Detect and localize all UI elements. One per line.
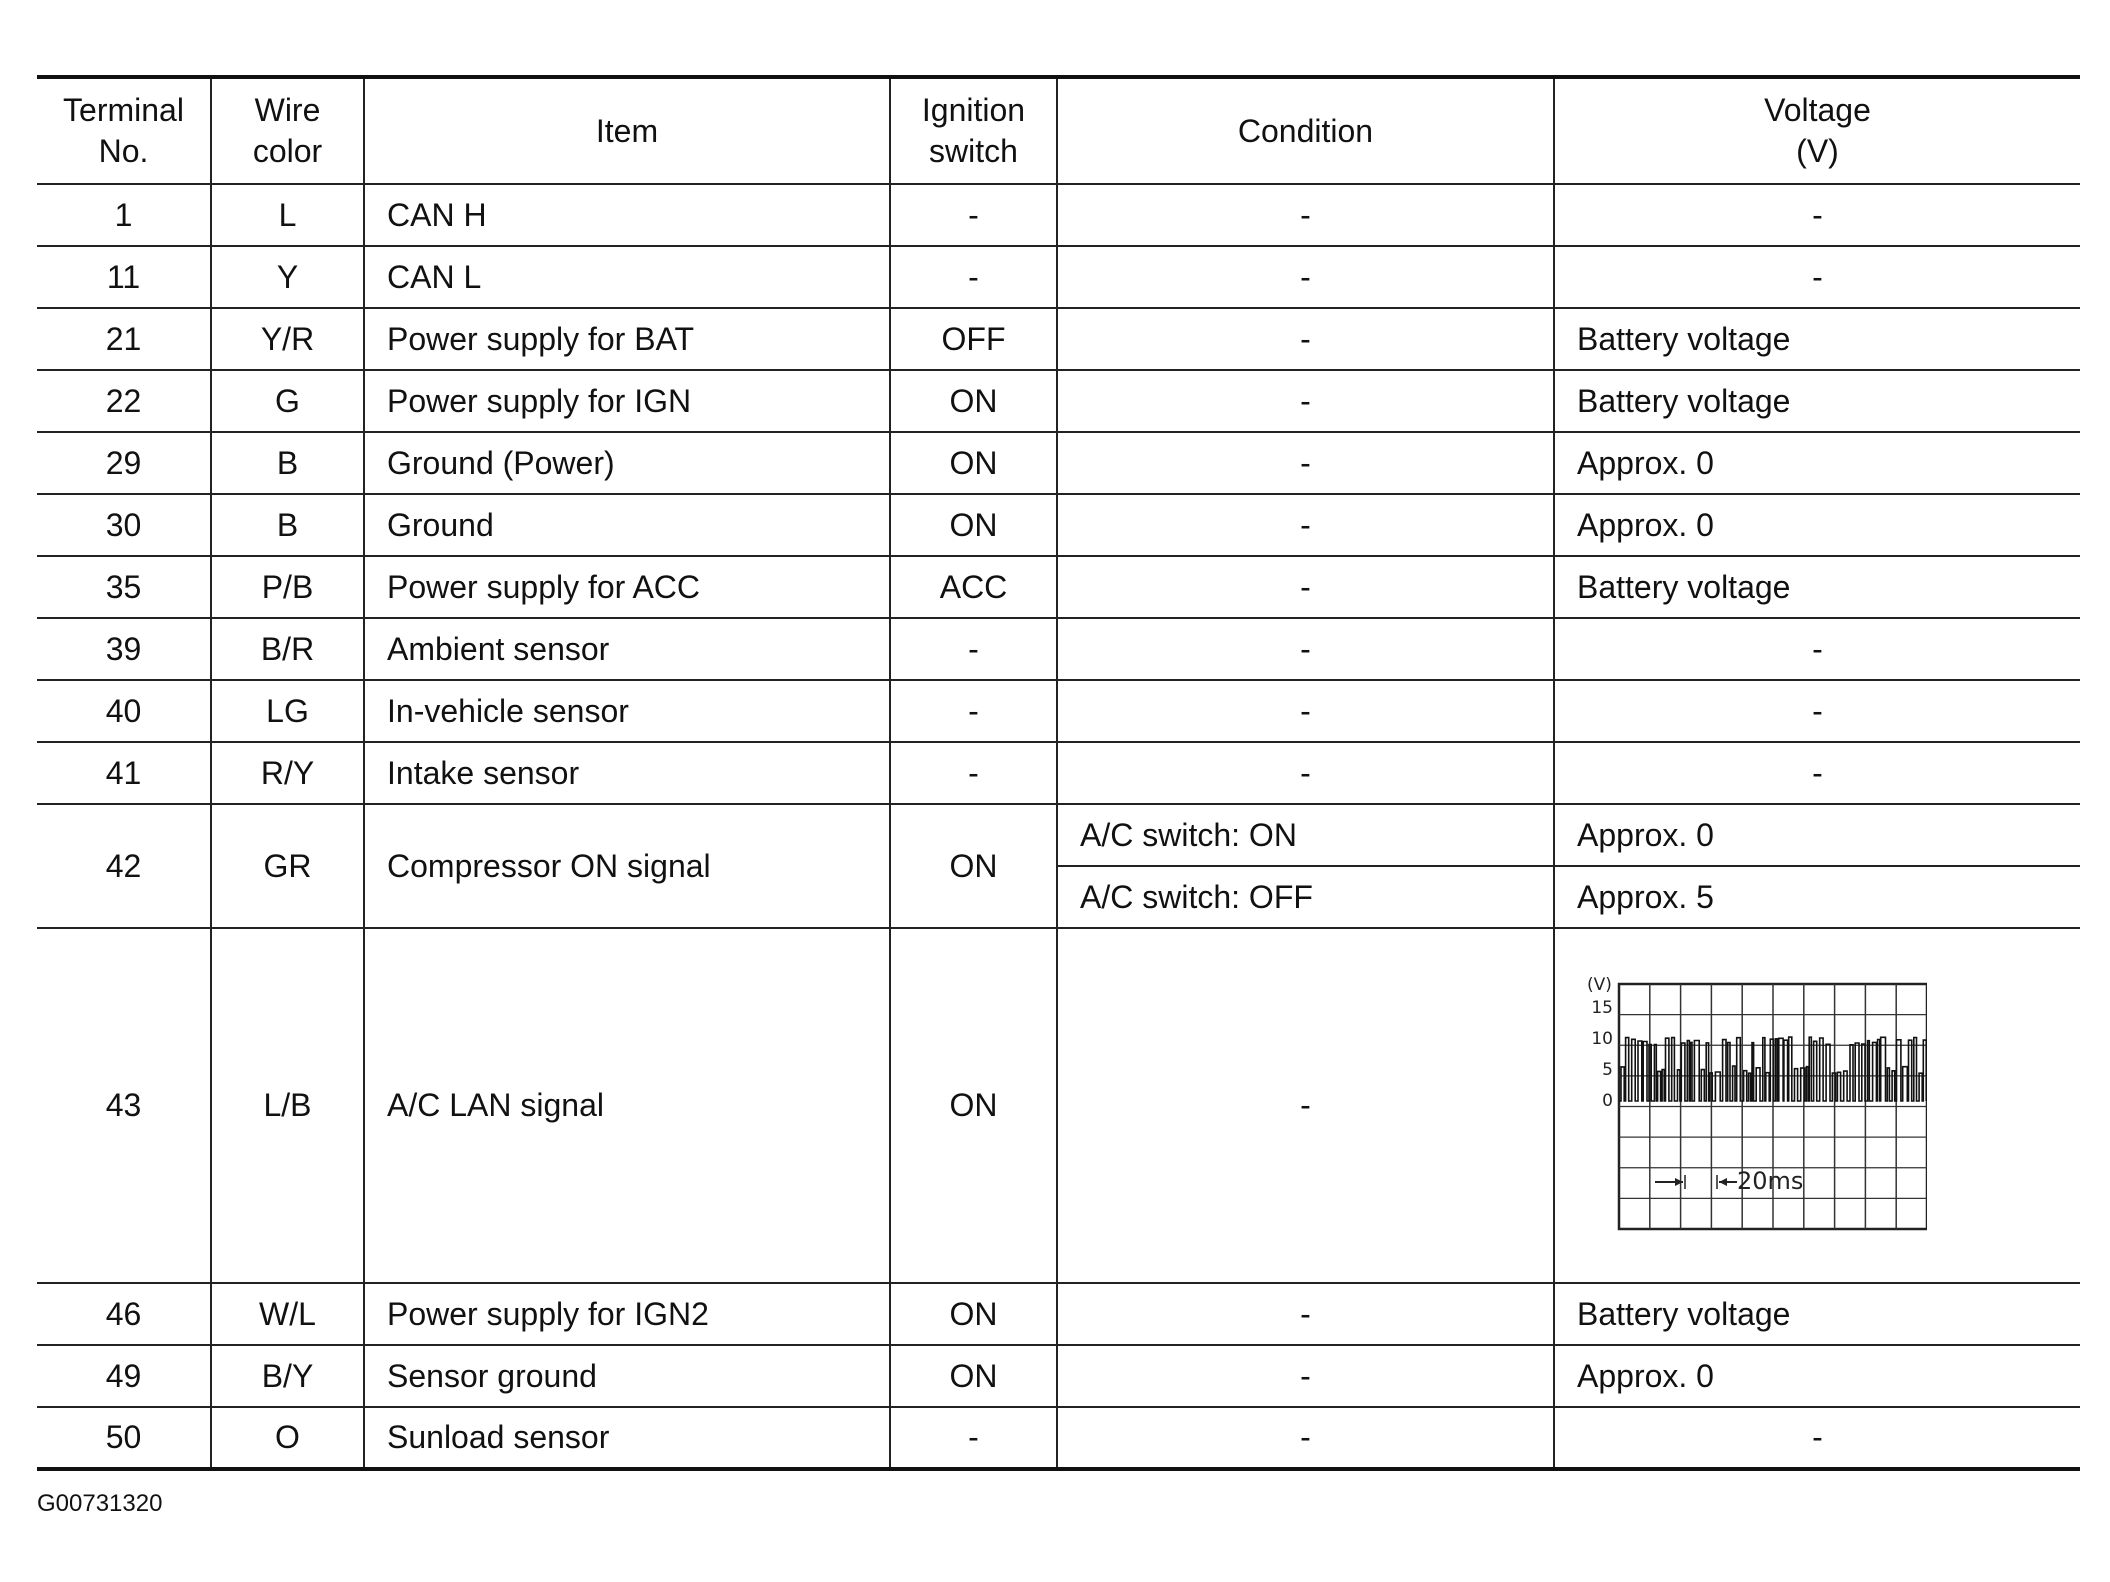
cell-voltage: Approx. 0 [1554, 1345, 2080, 1407]
cell-item: Intake sensor [364, 742, 890, 804]
cell-terminal: 40 [37, 680, 211, 742]
cell-condition: - [1057, 618, 1554, 680]
cell-voltage: - [1554, 1407, 2080, 1469]
cell-terminal: 29 [37, 432, 211, 494]
cell-condition: - [1057, 1283, 1554, 1345]
terminal-table [37, 75, 2080, 1471]
cell-ignition: ON [890, 1283, 1057, 1345]
header-voltage: Voltage (V) [1554, 77, 2080, 184]
cell-item: Ground [364, 494, 890, 556]
cell-voltage-waveform [1554, 928, 2080, 1283]
cell-ignition: - [890, 246, 1057, 308]
cell-item: Power supply for BAT [364, 308, 890, 370]
cell-wire: R/Y [211, 742, 364, 804]
cell-voltage: Battery voltage [1554, 556, 2080, 618]
cell-terminal: 42 [37, 804, 211, 928]
cell-terminal: 11 [37, 246, 211, 308]
cell-voltage: - [1554, 680, 2080, 742]
cell-voltage: Battery voltage [1554, 308, 2080, 370]
cell-ignition: - [890, 742, 1057, 804]
scope-unit-label: (V) [1587, 975, 1612, 995]
cell-wire: P/B [211, 556, 364, 618]
cell-wire: L/B [211, 928, 364, 1283]
cell-wire: W/L [211, 1283, 364, 1345]
cell-terminal: 50 [37, 1407, 211, 1469]
cell-ignition: - [890, 184, 1057, 246]
cell-condition: - [1057, 494, 1554, 556]
cell-voltage: Approx. 0 [1554, 494, 2080, 556]
cell-voltage: Battery voltage [1554, 1283, 2080, 1345]
cell-terminal: 39 [37, 618, 211, 680]
table-row [37, 184, 2080, 246]
cell-item: In-vehicle sensor [364, 680, 890, 742]
cell-wire: GR [211, 804, 364, 928]
cell-ignition: ACC [890, 556, 1057, 618]
cell-wire: B [211, 494, 364, 556]
cell-ignition: ON [890, 494, 1057, 556]
cell-item: Compressor ON signal [364, 804, 890, 928]
cell-ignition: OFF [890, 308, 1057, 370]
scope-ytick-label: 15 [1591, 997, 1613, 1018]
cell-ignition: ON [890, 1345, 1057, 1407]
cell-condition: - [1057, 928, 1554, 1283]
table-row [37, 432, 2080, 494]
table-row [37, 1283, 2080, 1345]
cell-condition: - [1057, 308, 1554, 370]
cell-wire: LG [211, 680, 364, 742]
table-row [37, 370, 2080, 432]
cell-condition: - [1057, 1345, 1554, 1407]
cell-ignition: - [890, 618, 1057, 680]
cell-terminal: 41 [37, 742, 211, 804]
header-item: Item [364, 77, 890, 184]
cell-terminal: 21 [37, 308, 211, 370]
cell-condition: A/C switch: OFF [1057, 866, 1554, 928]
table-row [37, 804, 2080, 866]
header-wire-color: Wire color [211, 77, 364, 184]
cell-terminal: 46 [37, 1283, 211, 1345]
cell-terminal: 1 [37, 184, 211, 246]
table-row [37, 680, 2080, 742]
cell-wire: L [211, 184, 364, 246]
cell-ignition: ON [890, 804, 1057, 928]
cell-ignition: ON [890, 370, 1057, 432]
cell-wire: G [211, 370, 364, 432]
cell-ignition: - [890, 1407, 1057, 1469]
table-row [37, 928, 2080, 1283]
cell-wire: B/R [211, 618, 364, 680]
table-row [37, 1407, 2080, 1469]
header-condition: Condition [1057, 77, 1554, 184]
cell-condition: - [1057, 432, 1554, 494]
scope-ytick-label: 5 [1602, 1059, 1613, 1080]
cell-item: Power supply for ACC [364, 556, 890, 618]
scope-ytick-label: 0 [1602, 1090, 1613, 1111]
cell-condition: - [1057, 556, 1554, 618]
cell-item: Power supply for IGN2 [364, 1283, 890, 1345]
cell-wire: B [211, 432, 364, 494]
cell-wire: O [211, 1407, 364, 1469]
cell-voltage: - [1554, 184, 2080, 246]
cell-item: Power supply for IGN [364, 370, 890, 432]
cell-item: Ground (Power) [364, 432, 890, 494]
header-ignition-switch: Ignition switch [890, 77, 1057, 184]
cell-wire: B/Y [211, 1345, 364, 1407]
cell-item: CAN H [364, 184, 890, 246]
cell-voltage: - [1554, 618, 2080, 680]
oscilloscope-waveform [1587, 976, 1927, 1236]
table-row [37, 556, 2080, 618]
cell-item: Ambient sensor [364, 618, 890, 680]
cell-ignition: ON [890, 432, 1057, 494]
cell-wire: Y [211, 246, 364, 308]
cell-condition: - [1057, 742, 1554, 804]
cell-wire: Y/R [211, 308, 364, 370]
cell-voltage: Battery voltage [1554, 370, 2080, 432]
cell-terminal: 35 [37, 556, 211, 618]
cell-voltage: Approx. 0 [1554, 804, 2080, 866]
table-row [37, 742, 2080, 804]
cell-terminal: 22 [37, 370, 211, 432]
scope-time-label: 20ms [1737, 1166, 1804, 1195]
cell-item: Sunload sensor [364, 1407, 890, 1469]
figure-code: G00731320 [37, 1490, 163, 1517]
table-row [37, 1345, 2080, 1407]
cell-item: A/C LAN signal [364, 928, 890, 1283]
cell-condition: - [1057, 1407, 1554, 1469]
cell-item: Sensor ground [364, 1345, 890, 1407]
header-terminal-no: Terminal No. [37, 77, 211, 184]
header-row [37, 77, 2080, 184]
cell-ignition: ON [890, 928, 1057, 1283]
cell-voltage: Approx. 0 [1554, 432, 2080, 494]
cell-terminal: 30 [37, 494, 211, 556]
cell-condition: - [1057, 370, 1554, 432]
table-row [37, 308, 2080, 370]
cell-condition: - [1057, 680, 1554, 742]
table-row [37, 494, 2080, 556]
cell-condition: - [1057, 246, 1554, 308]
cell-condition: - [1057, 184, 1554, 246]
scope-time-marker [1655, 1175, 1737, 1189]
cell-voltage: Approx. 5 [1554, 866, 2080, 928]
cell-voltage: - [1554, 742, 2080, 804]
table-row [37, 246, 2080, 308]
cell-terminal: 43 [37, 928, 211, 1283]
cell-terminal: 49 [37, 1345, 211, 1407]
cell-voltage: - [1554, 246, 2080, 308]
table-row [37, 618, 2080, 680]
cell-ignition: - [890, 680, 1057, 742]
scope-ytick-label: 10 [1591, 1028, 1613, 1049]
cell-condition: A/C switch: ON [1057, 804, 1554, 866]
cell-item: CAN L [364, 246, 890, 308]
